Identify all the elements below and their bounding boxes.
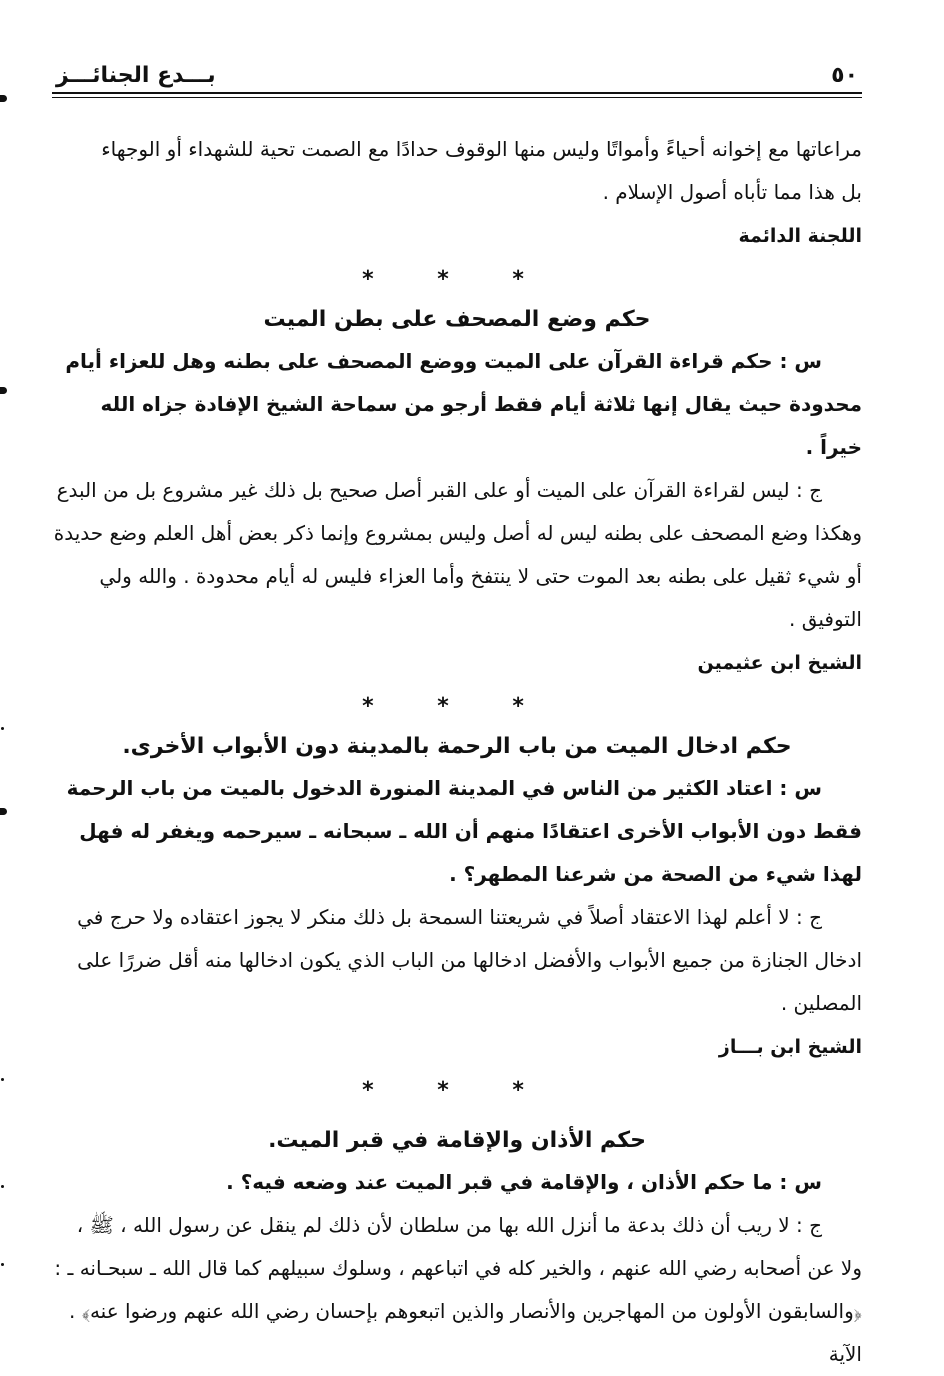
signature-ibn-baz: الشيخ ابن بـــاز	[718, 1036, 862, 1058]
question-text: س : اعتاد الكثير من الناس في المدينة المنورة الدخول بالميت من باب الرحمة فقط دون الأبواب الأخرى اعتقادًا منهم أن الله ـ سبحانه ـ سيرحمه ويغفر له فهل لهذا شيء من الصحة من شرعنا المطهر؟ .	[66, 776, 862, 886]
running-title: بـــدع الجنائـــز	[56, 63, 216, 88]
question-text: س : حكم قراءة القرآن على الميت ووضع المصحف على بطنه وهل للعزاء أيام محدودة حيث يقال إنها ثلاثة أيام فقط أرجو من سماحة الشيخ الإفادة جزاه الله خيراً .	[65, 349, 862, 459]
question-text: س : ما حكم الأذان ، والإقامة في قبر الميت عند وضعه فيه؟ .	[226, 1170, 822, 1194]
answer-text: ج : لا أعلم لهذا الاعتقاد أصلاً في شريعتنا السمحة بل ذلك منكر لا يجوز اعتقاده ولا حرج في ادخال الجنازة من جميع الأبواب والأفضل ادخالها من الباب الذي يكون ادخالها منه أقل ضررًا على المصلين .	[77, 905, 862, 1015]
section-separator: * * *	[362, 267, 552, 292]
section-title: حكم الأذان والإقامة في قبر الميت.	[268, 1128, 646, 1153]
signature-permanent-committee: اللجنة الدائمة	[738, 225, 862, 247]
signature-ibn-uthaymeen: الشيخ ابن عثيمين	[697, 652, 862, 674]
answer-text: ج : لا ريب أن ذلك بدعة ما أنزل الله بها من سلطان لأن ذلك لم ينقل عن رسول الله ، ﷺ ، ولا عن أصحابه رضي الله عنهم ، والخير كله في اتباعهم ، وسلوك سبيلهم كما قال الله ـ سبحـانه ـ : ﴿والسابقون الأولون من المهاجرين والأنصار والذين اتبعوهم بإحسان رضي الله عنهم ورضوا عنه﴾ . الآية	[54, 1213, 862, 1366]
margin-mark	[0, 808, 7, 815]
section-title: حكم وضع المصحف على بطن الميت	[263, 307, 651, 332]
margin-dot	[1, 1185, 4, 1188]
intro-line: مراعاتها مع إخوانه أحياءً وأمواتًا وليس منها الوقوف حدادًا مع الصمت تحية للشهداء أو الوجهاء	[101, 137, 862, 161]
header-rule	[52, 92, 862, 94]
margin-dot	[1, 1263, 4, 1266]
page-number: ٥٠	[831, 63, 858, 88]
spacer	[52, 1111, 862, 1121]
book-page	[52, 52, 862, 1376]
page-header	[52, 52, 862, 90]
answer-text: ج : ليس لقراءة القرآن على الميت أو على القبر أصل صحيح بل ذلك غير مشروع بل من البدع وهكذا وضع المصحف على بطنه ليس له أصل وليس بمشروع وإنما ذكر بعض أهل العلم وضع حديدة أو شيء ثقيل على بطنه بعد الموت حتى لا ينتفخ وأما العزاء فليس له أيام محدودة . والله ولي التوفيق .	[53, 478, 862, 631]
section-separator: * * *	[362, 1078, 552, 1103]
margin-mark	[0, 387, 7, 394]
margin-dot	[1, 727, 4, 730]
margin-dot	[1, 1078, 4, 1081]
intro-line: بل هذا مما تأباه أصول الإسلام .	[602, 180, 862, 204]
page-body	[52, 128, 862, 1376]
section-separator: * * *	[362, 694, 552, 719]
header-rule-thin	[52, 97, 862, 98]
margin-mark	[0, 95, 7, 102]
section-title: حكم ادخال الميت من باب الرحمة بالمدينة دون الأبواب الأخرى.	[122, 734, 792, 759]
